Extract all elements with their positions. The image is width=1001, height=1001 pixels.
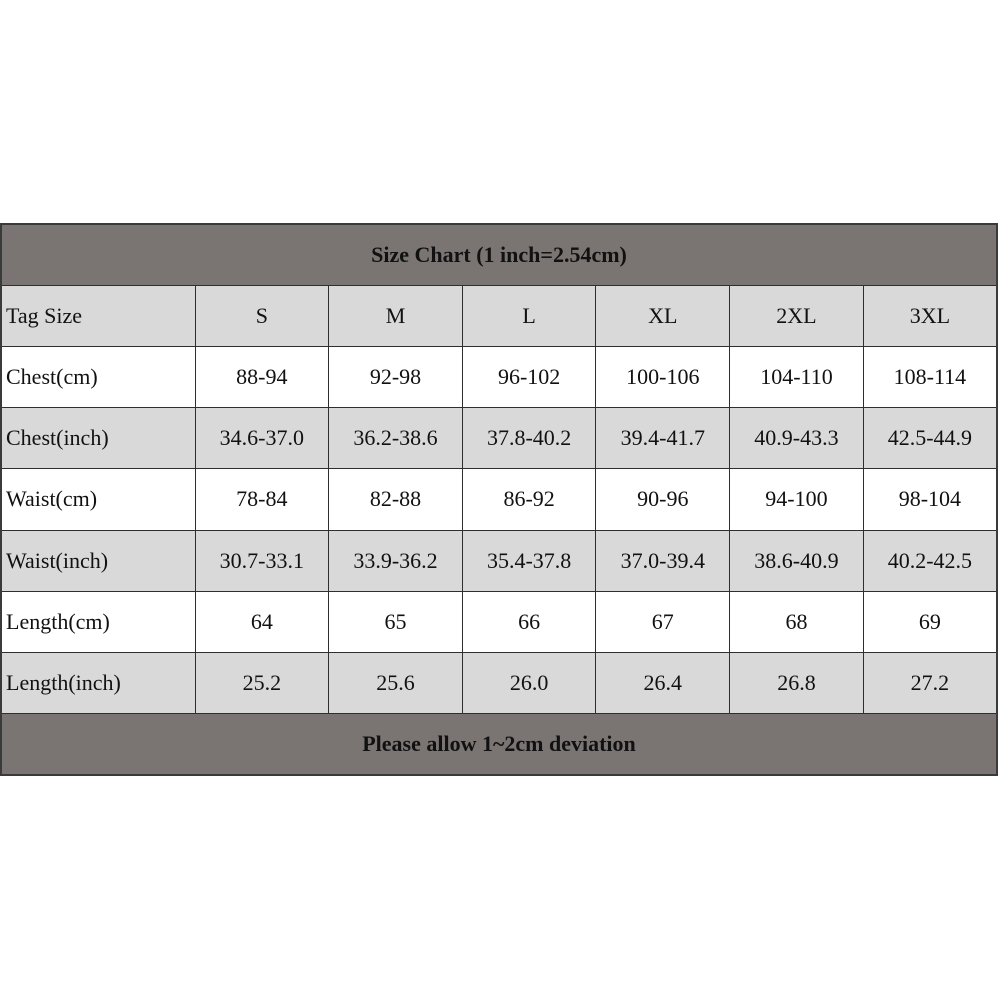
table-cell: 82-88 xyxy=(329,469,463,530)
table-cell: 37.8-40.2 xyxy=(462,408,596,469)
table-cell: 88-94 xyxy=(195,347,329,408)
size-header: S xyxy=(195,286,329,347)
size-header: L xyxy=(462,286,596,347)
row-label: Chest(inch) xyxy=(1,408,195,469)
table-cell: 33.9-36.2 xyxy=(329,530,463,591)
table-cell: 92-98 xyxy=(329,347,463,408)
table-cell: 104-110 xyxy=(730,347,864,408)
row-label: Length(inch) xyxy=(1,652,195,713)
table-cell: 90-96 xyxy=(596,469,730,530)
table-cell: 69 xyxy=(863,591,997,652)
table-cell: 65 xyxy=(329,591,463,652)
table-cell: 66 xyxy=(462,591,596,652)
table-cell: 25.6 xyxy=(329,652,463,713)
table-row-waist-cm xyxy=(1,469,997,530)
title-row xyxy=(1,224,997,286)
table-cell: 26.4 xyxy=(596,652,730,713)
table-cell: 64 xyxy=(195,591,329,652)
table-cell: 94-100 xyxy=(730,469,864,530)
table-cell: 108-114 xyxy=(863,347,997,408)
size-header: 2XL xyxy=(730,286,864,347)
table-cell: 26.8 xyxy=(730,652,864,713)
table-cell: 38.6-40.9 xyxy=(730,530,864,591)
table-row-length-inch xyxy=(1,652,997,713)
table-cell: 37.0-39.4 xyxy=(596,530,730,591)
size-chart xyxy=(0,223,1001,778)
table-cell: 67 xyxy=(596,591,730,652)
table-cell: 40.9-43.3 xyxy=(730,408,864,469)
table-row-chest-inch xyxy=(1,408,997,469)
deviation-note: Please allow 1~2cm deviation xyxy=(1,713,997,775)
table-cell: 39.4-41.7 xyxy=(596,408,730,469)
row-label: Waist(cm) xyxy=(1,469,195,530)
size-header: XL xyxy=(596,286,730,347)
row-label: Chest(cm) xyxy=(1,347,195,408)
table-row-chest-cm xyxy=(1,347,997,408)
table-cell: 35.4-37.8 xyxy=(462,530,596,591)
size-chart-table xyxy=(0,223,998,776)
table-cell: 96-102 xyxy=(462,347,596,408)
table-row-length-cm xyxy=(1,591,997,652)
table-cell: 78-84 xyxy=(195,469,329,530)
table-cell: 34.6-37.0 xyxy=(195,408,329,469)
table-row-waist-inch xyxy=(1,530,997,591)
size-header: M xyxy=(329,286,463,347)
footer-row xyxy=(1,713,997,775)
table-cell: 36.2-38.6 xyxy=(329,408,463,469)
table-cell: 42.5-44.9 xyxy=(863,408,997,469)
size-header: 3XL xyxy=(863,286,997,347)
row-label: Waist(inch) xyxy=(1,530,195,591)
tag-size-label: Tag Size xyxy=(1,286,195,347)
table-cell: 26.0 xyxy=(462,652,596,713)
table-cell: 25.2 xyxy=(195,652,329,713)
chart-title: Size Chart (1 inch=2.54cm) xyxy=(1,224,997,286)
table-cell: 98-104 xyxy=(863,469,997,530)
header-row xyxy=(1,286,997,347)
table-cell: 27.2 xyxy=(863,652,997,713)
table-cell: 100-106 xyxy=(596,347,730,408)
table-cell: 30.7-33.1 xyxy=(195,530,329,591)
table-cell: 40.2-42.5 xyxy=(863,530,997,591)
table-cell: 68 xyxy=(730,591,864,652)
table-cell: 86-92 xyxy=(462,469,596,530)
row-label: Length(cm) xyxy=(1,591,195,652)
